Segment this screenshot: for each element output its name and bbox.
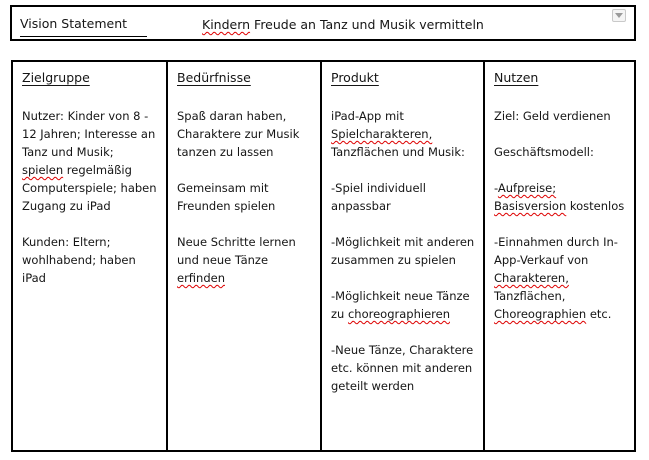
text-segment: -Einnahmen durch In-App-Verkauf von (494, 235, 618, 267)
text-segment: regelmäßig Computerspiele; haben Zugang zu iPad (22, 163, 157, 213)
column-body-nutzen (494, 107, 626, 323)
misspelled-word: Kindern (202, 17, 251, 32)
text-segment: Nutzer: Kinder von 8 - 12 Jahren; Interesse an Tanz und Musik; (22, 109, 156, 159)
misspelled-word: choreographieren (347, 307, 450, 321)
column-heading-nutzen: Nutzen (494, 70, 539, 85)
column-heading-produkt: Produkt (331, 70, 379, 85)
column-nutzen (485, 62, 634, 450)
text-segment: - (494, 181, 498, 195)
text-segment: Freude an Tanz und Musik vermitteln (250, 17, 484, 32)
paragraph (177, 233, 312, 287)
column-body-beduerfnisse (177, 107, 312, 287)
misspelled-word: spielen (22, 163, 64, 177)
text-segment: -Neue Tänze, Charaktere etc. können mit anderen geteilt werden (331, 343, 474, 393)
text-segment: kostenlos (566, 199, 625, 213)
misspelled-word: Basisversion (494, 199, 567, 213)
text-segment: -Möglichkeit mit anderen zusammen zu spielen (331, 235, 475, 267)
vision-statement-text (202, 16, 484, 34)
paragraph (494, 143, 626, 161)
paragraph (494, 107, 626, 125)
column-beduerfnisse (168, 62, 322, 450)
text-segment: Tanzflächen und Musik: (331, 145, 465, 159)
paragraph (177, 179, 312, 215)
text-segment: Ziel: Geld verdienen (494, 109, 611, 123)
column-body-zielgruppe (22, 107, 158, 287)
chevron-down-icon (615, 13, 623, 18)
column-heading-beduerfnisse: Bedürfnisse (177, 70, 251, 85)
misspelled-word: Aufpreise; (497, 181, 557, 195)
vision-board-table (11, 60, 636, 452)
misspelled-word: Choreographien (494, 307, 587, 321)
column-produkt (322, 62, 485, 450)
text-segment: Gemeinsam mit Freunden spielen (177, 181, 276, 213)
paragraph (331, 179, 475, 215)
text-segment: Tanzflächen, (494, 289, 566, 303)
paragraph (494, 233, 626, 323)
dropdown-button[interactable] (612, 9, 626, 22)
column-heading-zielgruppe: Zielgruppe (22, 70, 90, 85)
text-segment: Kunden: Eltern; wohlhabend; haben iPad (22, 235, 136, 285)
vision-statement-label: Vision Statement (20, 15, 147, 37)
text-segment: -Möglichkeit neue Tänze zu (331, 289, 470, 321)
paragraph (22, 233, 158, 287)
paragraph (331, 107, 475, 161)
paragraph (331, 233, 475, 269)
paragraph (177, 107, 312, 161)
text-segment: Geschäftsmodell: (494, 145, 594, 159)
column-body-produkt (331, 107, 475, 395)
paragraph (494, 179, 626, 215)
column-zielgruppe (13, 62, 168, 450)
paragraph (331, 287, 475, 323)
text-segment: iPad-App mit (331, 109, 404, 123)
paragraph (331, 341, 475, 395)
paragraph (22, 107, 158, 215)
misspelled-word: Spielcharakteren, (331, 127, 433, 141)
misspelled-word: Charakteren, (494, 271, 569, 285)
vision-statement-header-box (10, 5, 636, 41)
text-segment: -Spiel individuell anpassbar (331, 181, 426, 213)
text-segment: Neue Schritte lernen und neue Tänze (177, 235, 296, 267)
misspelled-word: erfinden (177, 271, 225, 285)
text-segment: etc. (586, 307, 612, 321)
text-segment: Spaß daran haben, Charaktere zur Musik tanzen zu lassen (177, 109, 300, 159)
